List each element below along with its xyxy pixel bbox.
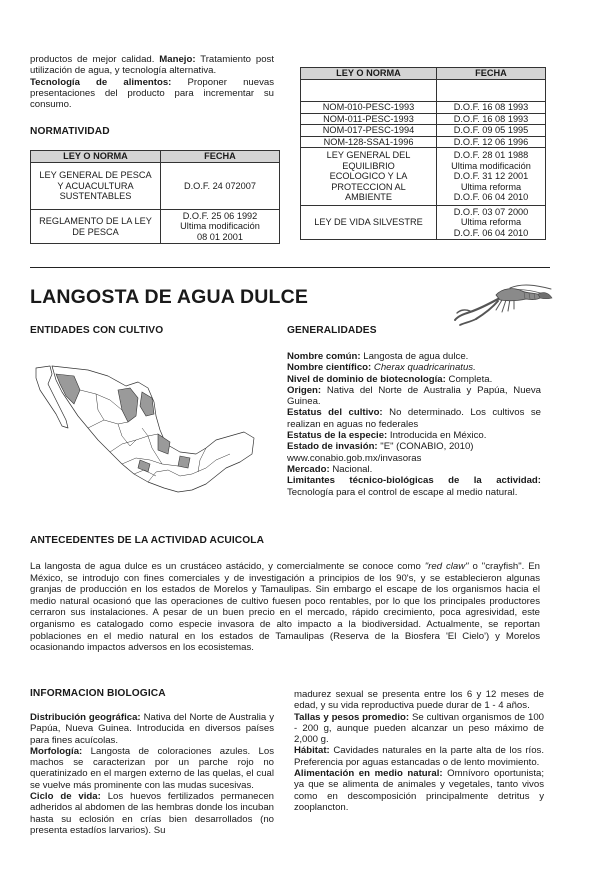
table-row: NOM-128-SSA1-1996 D.O.F. 12 06 1996 <box>301 136 546 148</box>
table-row: REGLAMENTO DE LA LEY DE PESCA D.O.F. 25 06 1992 Ultima modificación 08 01 2001 <box>31 210 280 244</box>
table-row: LEY GENERAL DE PESCA Y ACUACULTURA SUSTENTABLES D.O.F. 24 072007 <box>31 163 280 210</box>
conabio-url: www.conabio.gob.mx/invasoras <box>287 452 422 464</box>
antecedentes-heading: ANTECEDENTES DE LA ACTIVIDAD ACUICOLA <box>30 535 265 546</box>
intro-paragraph: productos de mejor calidad. Manejo: Tratamiento post utilización de agua, y tecnología alternativa. Tecnología de alimentos: Proponer nuevas presentaciones del producto para incrementar su consumo. <box>30 54 275 111</box>
col-fecha: FECHA <box>437 68 546 80</box>
normatividad-table <box>30 150 280 244</box>
table-row: NOM-017-PESC-1994 D.O.F. 09 05 1995 <box>301 125 546 137</box>
col-ley: LEY O NORMA <box>31 151 161 163</box>
col-ley: LEY O NORMA <box>301 68 437 80</box>
mexico-map <box>30 364 262 500</box>
col-fecha: FECHA <box>161 151 280 163</box>
informacion-biologica-heading: INFORMACION BIOLOGICA <box>30 688 166 699</box>
tecnologia-label: Tecnología de alimentos: <box>30 76 172 88</box>
normatividad-heading: NORMATIVIDAD <box>30 126 110 137</box>
entidades-heading: ENTIDADES CON CULTIVO <box>30 325 164 336</box>
page-title: LANGOSTA DE AGUA DULCE <box>30 286 309 308</box>
bio-left-column: Distribución geográfica: Nativa del Norte de Australia y Papúa, Nueva Guinea. Introducida en diversos países para fines acuícolas. Morfología: Langosta de coloraciones azules. Los machos se caracterizan por un parche rojo no queratinizado en el margen externo de las quelas, el cual se vuelve más prominente con las mudas sucesivas. Ciclo de vida: Los huevos fertilizados permanecen adheridos al abdomen de las hembras donde los incuban hasta su eclosión en crías bien desarrollados (no presenta estadíos larvarios). Su <box>30 712 274 836</box>
bio-right-column: madurez sexual se presenta entre los 6 y 12 meses de edad, y su vida reproductiva puede durar de 1 - 4 años. Tallas y pesos promedio: Se cultivan organismos de 100 - 200 g, aunque pueden alcanzar un peso máximo de 2,000 g. Hábitat: Cavidades naturales en la parte alta de los ríos. Preferencia por aguas estancadas o de lento movimiento. Alimentación en medio natural: Omnívoro oportunista; ya que se alimenta de animales y vegetales, tanto vivos como en descomposición principalmente detritus y zooplancton. <box>294 689 544 813</box>
section-divider <box>30 267 550 268</box>
table-row: NOM-010-PESC-1993 D.O.F. 16 08 1993 <box>301 102 546 114</box>
crayfish-illustration <box>452 278 554 326</box>
generalidades-block: Nombre común: Langosta de agua dulce. Nombre científico: Cherax quadricarinatus. Nivel de dominio de biotecnología: Completa. Origen: Nativa del Norte de Australia y Papúa, Nueva Guinea. Estatus del cultivo: No determinado. Los cultivos se realizan en aguas no federales Estatus de la especie: Introducida en México. Estado de invasión: "E" (CONABIO, 2010) www.conabio.gob.mx/invasoras Mercado: Nacional. Limitantes técnico-biológicas de la actividad: Tecnología para el control de escape al medio natural. <box>287 351 541 498</box>
table-row: NOM-011-PESC-1993 D.O.F. 16 08 1993 <box>301 113 546 125</box>
table-row: LEY GENERAL DEL EQUILIBRIO ECOLOGICO Y LA PROTECCION AL AMBIENTE D.O.F. 28 01 1988 Ultima modificación D.O.F. 31 12 2001 Ultima reforma D.O.F. 06 04 2010 <box>301 148 546 206</box>
manejo-label: Manejo: <box>159 54 196 65</box>
table-row <box>301 80 546 102</box>
normas-table <box>300 67 546 240</box>
antecedentes-paragraph: La langosta de agua dulce es un crustáceo astácido, y comercialmente se conoce como "red claw" o "crayfish". En México, se introdujo con fines comerciales y de investigación a principios de los 90's, y se establecieron algunas granjas de producción en los estados de Morelos y Tamaulipas. Sin embargo el escape de los organismos hacia el medio natural ocasionó que las operaciones de cultivo fuesen poco rentables, por lo que los principales productores cerraron sus instalaciones. A pesar de un buen precio en el mercado, rápido crecimiento, poca agresividad, este organismo es catalogado como especie invasora de alto impacto a la biodiversidad. Actualmente, se reportan poblaciones en el medio natural en los estados de Tamaulipas (Reserva de la Biosfera 'El Cielo') y Morelos ocasionando impactos adversos en los ecosistemas. <box>30 561 540 654</box>
table-row: LEY DE VIDA SILVESTRE D.O.F. 03 07 2000 Ultima reforma D.O.F. 06 04 2010 <box>301 206 546 240</box>
generalidades-heading: GENERALIDADES <box>287 325 377 336</box>
